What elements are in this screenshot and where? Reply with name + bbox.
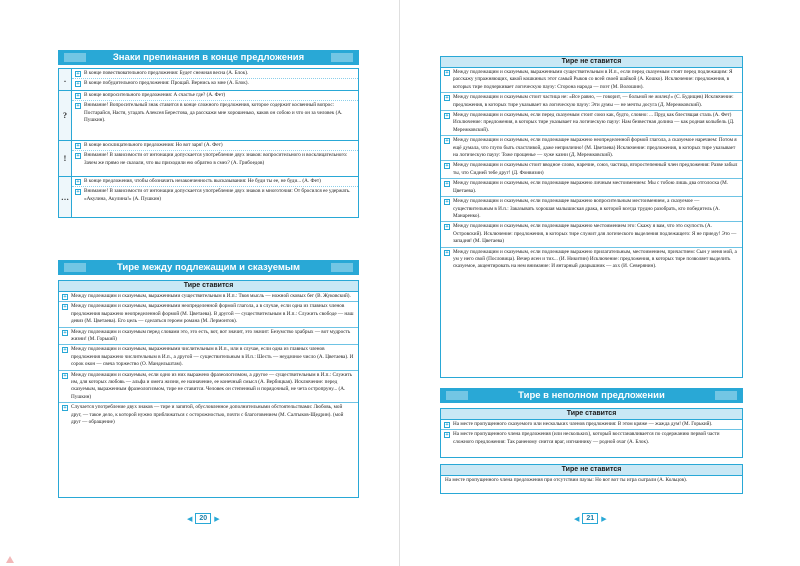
- list-item: + Внимание! Вопросительный знак ставится в конце сложного предложения, которое содержит косвенный вопрос: Постарайся, Настя, угадать Алексея Берестова, да расскажи мне хорошенько, каков он собою и что он за человек (А. Пушкин).: [76, 102, 343, 124]
- list-item: + Между подлежащим и сказуемым, выраженными неопределенной формой глагола, а в случае, если одна из главных членов предложения выражено неопределенной формой (М. Цветаева). В другой — существительным в И.п.: Служить свободе — наш девиз (М. Цветаева). Его цель — сделаться героем романа (М. Лермонтов).: [59, 302, 358, 327]
- punct-row-period: [59, 69, 358, 91]
- list-item: + В конце побудительного предложения: Прощай. Вернись ко мне (А. Блок).: [76, 80, 249, 88]
- page-number-left: [187, 513, 220, 524]
- plus-icon: +: [445, 249, 449, 256]
- list-item: + Между подлежащим и сказуемым, если подлежащее выражено местоимением это: Скажу я вам, что это скупость (А. Островский). Исключение: предложения, в которых тире служит для логического выделения подлежащего: Я не приеду! Это — западня! (М. Цветаева): [441, 222, 742, 247]
- list-item: + Между подлежащим и сказуемым, выраженными существительным в И.п.: Твоя мысль — ножной сковых бег (В. Жуковский).: [59, 292, 358, 302]
- plus-icon: +: [445, 181, 449, 188]
- plus-icon: +: [445, 199, 449, 206]
- list-item: + Случается употребление двух знаков — тире и запятой, обусловленное дополнительными обстоятельствами: Любовь, мой друг, — такое дело, к которой нужно приближаться с осторожностью, почти с благоговением (М. Салтыков-Щедрин). (мой друг — обращение): [63, 404, 344, 426]
- plus-icon: +: [76, 153, 80, 160]
- plus-icon: +: [445, 70, 449, 76]
- plus-icon: +: [445, 432, 449, 439]
- plus-icon: +: [76, 93, 80, 99]
- incomplete-dash-not-used-box: [440, 464, 743, 494]
- plus-icon: +: [76, 189, 80, 196]
- list-item: + Между подлежащим и сказуемым, выраженными числительным в И.п., или в случае, если одна из главных членов предложения выражено числительным в И.п., а другой — существительным в И.п.: Шесть — неудачное число (А. Цветаева). И сорок окон — свеча торжество (О. Мандельштам).: [59, 345, 358, 370]
- plus-icon: +: [445, 113, 449, 120]
- plus-icon: +: [63, 329, 67, 336]
- section-title-dash: [58, 260, 359, 275]
- plus-icon: +: [445, 95, 449, 102]
- punct-row-ellipsis: [59, 177, 358, 217]
- list-item: + Между подлежащим и сказуемым, если подлежащее выражено личным местоимением: Мы с тобою лишь два отголоска (М. Цветаева).: [441, 179, 742, 197]
- title-bar-decoration: [64, 53, 86, 62]
- title-bar-decoration: [331, 263, 353, 272]
- plus-icon: +: [63, 405, 67, 412]
- list-item: + В конце предложения, чтобы обозначить незаконченность высказывания: Не буди ты ее, не буди... (А. Фет): [72, 177, 358, 187]
- dash-not-used-box: [440, 56, 743, 378]
- plus-icon: +: [445, 422, 449, 428]
- plus-icon: +: [63, 304, 67, 311]
- dash-rules-box: [58, 280, 359, 498]
- list-item: + Внимание! В зависимости от интонации допускается употребление двух знаков и многоточия: От бросился ее удержать. «Акулина, Акулина!» (А. Пушкин): [76, 188, 351, 202]
- title-bar-decoration: [64, 263, 86, 272]
- list-item: + Между подлежащим и сказуемым, если подлежащее выражено прилагательным, местоимением, причастием: Сын у меня мой, а ум у него свой (Пословица). Вечер ясен и тих... (И. Никитин) Исключение: предложения, в которых тире позволяет выделить сказуемое, акцентировать на нем внимание: И янтарный диарышник — ахх (И. Северянин).: [445, 248, 737, 270]
- punct-mark: !: [59, 141, 72, 176]
- chevron-right-icon: ▶: [214, 515, 220, 523]
- subhead-dash-not-used: Тире не ставится: [441, 57, 742, 68]
- list-item: + На месте пропущенного члена предложения (или нескольких), который восстанавливается по содержанию первой части сложного предложения: Так раненому снится враг, изгнаннику — родной очаг (А. Блок).: [445, 431, 720, 445]
- plus-icon: +: [63, 294, 67, 300]
- incomplete-dash-used-box: [440, 408, 743, 458]
- plus-icon: +: [76, 143, 80, 149]
- chevron-right-icon: ▶: [601, 515, 607, 523]
- punct-row-exclamation: [59, 141, 358, 177]
- chevron-left-icon: ◀: [574, 515, 580, 523]
- plus-icon: +: [445, 163, 449, 170]
- plus-icon: +: [63, 372, 67, 379]
- list-item: + В конце вопросительного предложения: А счастье где? (А. Фет): [72, 91, 358, 101]
- section-title-text: Знаки препинания в конце предложения: [112, 52, 305, 63]
- plus-icon: +: [63, 347, 67, 354]
- title-bar-decoration: [331, 53, 353, 62]
- list-item: + В конце восклицательного предложения: Но вот заря! (А. Фет): [72, 141, 358, 151]
- right-page: [400, 0, 800, 566]
- section-title-incomplete: [440, 388, 743, 403]
- list-item: + Внимание! В зависимости от интонации допускается употребление двух знаков: вопросительного и восклицательного: Зачем же прямо не сказали, что вы приходили ею обратно в смех? (А. Грибоедов): [76, 152, 348, 166]
- list-item: + Между подлежащим и сказуемым, если подлежащее выражено вопросительным местоимением, а сказуемое — существительным в И.п.: Заказывать хорошая малышиская драка, в которой всегда трудно разобрать, кто победитель (А. Манаренко).: [441, 197, 742, 222]
- subhead-dash-used: Тире ставится: [441, 409, 742, 420]
- page-number-right: [574, 513, 607, 524]
- list-item: + В конце повествовательного предложения: Будет снежная весна (А. Блок).: [72, 69, 358, 79]
- section-title-text: Тире в неполном предложении: [518, 390, 665, 401]
- subhead-dash-used: Тире ставится: [59, 281, 358, 292]
- list-item: + Между подлежащим и сказуемым, если подлежащее выражено неопределенной формой глагола, а сказуемое наречием: Потом я ещё думала, что глупо быть счастливой, даже неприлично! (М. Цветаева) Исключение: предложения, в которых тире указывает на логическую паузу: Тоже прощенье — хуже казни (Д. Мережковский).: [441, 136, 742, 161]
- page-number: 20: [195, 513, 211, 524]
- crop-mark-icon: [6, 556, 14, 563]
- punct-mark: …: [59, 177, 72, 217]
- list-item: + Между подлежащим и сказуемым перед словами это, это есть, вот, вот значит, это значит: Безумство храбрых — вот мудрость жизни! (М. Горький): [59, 328, 358, 346]
- plus-icon: +: [76, 179, 80, 185]
- section-title-text: Тире между подлежащим и сказуемым: [116, 262, 301, 273]
- punctuation-table: [58, 68, 359, 218]
- list-item: + Между подлежащим и сказуемым стоит вводное слово, наречие, союз, частица, второстепенный член предложения: Разве забыл ты, что Сидней тебе друг! (Д. Фонвизин): [441, 161, 742, 179]
- punct-row-question: [59, 91, 358, 141]
- chevron-left-icon: ◀: [187, 515, 193, 523]
- plus-icon: +: [76, 103, 80, 110]
- section-title-punctuation: [58, 50, 359, 65]
- punct-mark: .: [59, 69, 72, 90]
- list-item: + Между подлежащим и сказуемым, если одно из них выражено фразеологизмом, а другое — существительным в И.п.: Служить им, для которых любовь — альфа и омега жизни, ее назначение, ее конечный смысл (А. Вербицкая). Исключение: перед сказуемым, выраженным фразеологизмом, тире не ставится. Человек он степенный и порядочный, не чета остропруну... (А. Пушкин): [59, 371, 358, 404]
- title-bar-decoration: [446, 391, 468, 400]
- page-number: 21: [582, 513, 598, 524]
- plus-icon: +: [445, 138, 449, 145]
- list-item: + Между подлежащим и сказуемым, выраженными существительным в И.п., если перед сказуемым стоят перед подлежащим: Я расскажу упражняющих, какой кошкиных этот самый Рыков со всей своей шайкой (А. Кошко). Исключение: предложения, в которых тире подчеркивает логическую паузу: Сторона народа — поэт (М. Волошин).: [441, 68, 742, 93]
- plus-icon: +: [76, 81, 80, 88]
- plus-icon: +: [76, 71, 80, 77]
- title-bar-decoration: [715, 391, 737, 400]
- list-item: + На месте пропущенного сказуемого или нескольких членов предложения: В этом кряже — жажда дум! (М. Горький).: [441, 420, 742, 430]
- list-item: На месте пропущенного члена предложения при отсутствии паузы: Но вот вот ты игра сыграли (А. Кольцов).: [445, 477, 688, 483]
- list-item: + Между подлежащим и сказуемым стоит частица не: «Все равно, — говорит, — больной не жилец!» (С. Будищев) Исключение: предложения, в которых тире указывает на логическую паузу: Эти думы — не мечты досуга (Д. Мережковский).: [441, 93, 742, 111]
- list-item: + Между подлежащим и сказуемым, если перед сказуемым стоит союз как, будто, словно: ... Пруд как блестящая сталь (А. Фет) Исключение: предложения, в которых тире указывает на логическую паузу: Нам безвестная долина — как родная колыбель (Д. Мережковский).: [441, 111, 742, 136]
- subhead-dash-not-used: Тире не ставится: [441, 465, 742, 476]
- plus-icon: +: [445, 224, 449, 231]
- punct-mark: ?: [59, 91, 72, 140]
